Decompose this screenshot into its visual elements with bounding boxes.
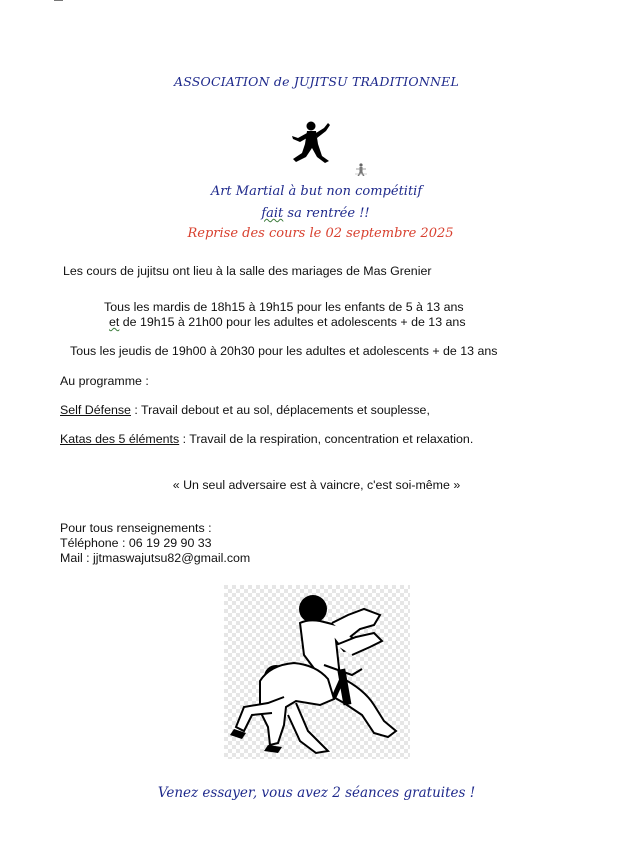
quote-text: « Un seul adversaire est à vaincre, c'est soi-même » — [172, 478, 461, 492]
footer-cta: Venez essayer, vous avez 2 séances gratuites ! — [157, 785, 476, 801]
subtitle-rentree-text: sa rentrée !! — [283, 206, 370, 221]
mardis-adultes-rest: de 19h15 à 21h00 pour les adultes et adolescents + de 13 ans — [119, 315, 466, 329]
katas-description: : Travail de la respiration, concentration et relaxation. — [179, 432, 474, 446]
association-logo-icon — [354, 162, 368, 178]
katas-label: Katas des 5 éléments — [60, 432, 180, 446]
self-defense-description: : Travail debout et au sol, déplacements et souplesse, — [130, 403, 430, 417]
katas-line — [60, 432, 473, 446]
cours-lieu-text: Les cours de jujitsu ont lieu à la salle des mariages de Mas Grenier — [63, 264, 432, 278]
subtitle-fait-word: fait — [261, 206, 284, 221]
mardis-adultes-text — [109, 315, 466, 329]
karate-figure-icon — [290, 120, 332, 164]
contact-heading: Pour tous renseignements : — [60, 521, 212, 535]
mardis-enfants-text: Tous les mardis de 18h15 à 19h15 pour les enfants de 5 à 13 ans — [104, 300, 464, 314]
self-defense-line — [60, 403, 430, 417]
subtitle-art-martial: Art Martial à but non compétitif — [210, 184, 423, 199]
jeudis-text: Tous les jeudis de 19h00 à 20h30 pour les adultes et adolescents + de 13 ans — [70, 344, 498, 358]
contact-phone: Téléphone : 06 19 29 90 33 — [60, 536, 212, 550]
reprise-date: Reprise des cours le 02 septembre 2025 — [187, 226, 454, 241]
programme-heading: Au programme : — [60, 374, 149, 388]
jujitsu-throw-illustration — [224, 585, 410, 759]
self-defense-label: Self Défense — [60, 403, 131, 417]
mardis-et-word: et — [109, 315, 120, 329]
subtitle-rentree — [0, 206, 632, 221]
page-title: ASSOCIATION de JUJITSU TRADITIONNEL — [174, 74, 459, 89]
contact-mail: Mail : jjtmaswajutsu82@gmail.com — [60, 551, 251, 565]
page-corner-mark — [54, 0, 63, 1]
